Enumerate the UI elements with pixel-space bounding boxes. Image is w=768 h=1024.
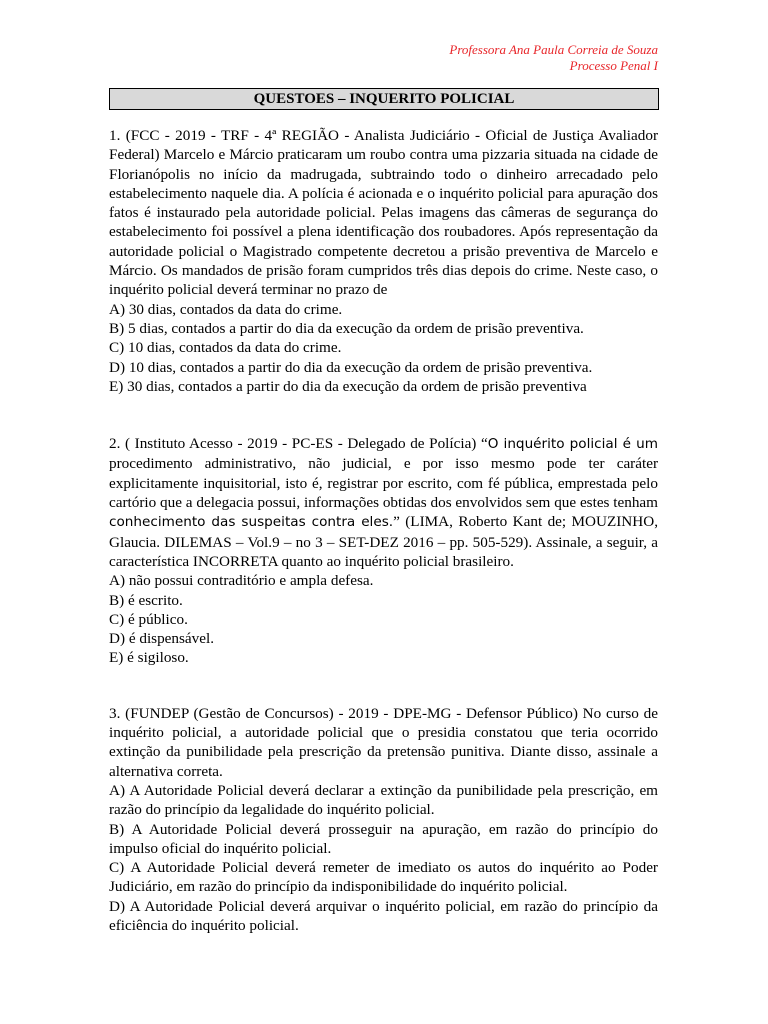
question-3-option-d: D) A Autoridade Policial deverá arquivar o inquérito policial, em razão do princípio da eficiência do inquérito policial. [109, 897, 658, 934]
spacer [109, 396, 658, 434]
question-2-quote-2: conhecimento das suspeitas contra eles. [109, 514, 394, 531]
question-1-option-a: A) 30 dias, contados da data do crime. [109, 300, 343, 318]
question-2-option-d: D) é dispensável. [109, 630, 215, 648]
question-3-option-c: C) A Autoridade Policial deverá remeter de imediato os autos do inquérito ao Poder Judiciário, em razão do princípio da indisponibilidade do inquérito policial. [109, 859, 658, 896]
question-1-text: 1. (FCC - 2019 - TRF - 4ª REGIÃO - Analista Judiciário - Oficial de Justiça Avaliador Federal) Marcelo e Márcio praticaram um roubo contra uma pizzaria situada na cidade de Florianópolis no início da madrugada, subtraindo todo o dinheiro arrecadado pelo estabelecimento naquele dia. A polícia é acionada e o inquérito policial para apuração dos fatos é instaurado pela autoridade policial. Pelas imagens das câmeras de segurança do estabelecimento foi possível a plena identificação dos roubadores. Após representação da autoridade policial o Magistrado competente decretou a prisão preventiva de Marcelo e Márcio. Os mandados de prisão foram cumpridos três dias depois do crime. Neste caso, o inquérito policial deverá terminar no prazo de [109, 127, 658, 299]
question-3-option-b: B) A Autoridade Policial deverá prosseguir na apuração, em razão do princípio do impulso oficial do inquérito policial. [109, 820, 658, 857]
page-header [449, 42, 658, 74]
question-3 [109, 704, 658, 936]
question-1-option-c: C) 10 dias, contados da data do crime. [109, 339, 342, 357]
question-2-text [109, 434, 658, 571]
question-2-option-c: C) é público. [109, 610, 188, 628]
question-2-option-a: A) não possui contraditório e ampla defesa. [109, 572, 374, 590]
document-title: QUESTOES – INQUERITO POLICIAL [109, 88, 659, 110]
question-1-option-b: B) 5 dias, contados a partir do dia da execução da ordem de prisão preventiva. [109, 319, 584, 337]
question-2-quote-1: O inquérito policial é um [487, 436, 659, 453]
questions-content [109, 126, 658, 935]
question-2-option-e: E) é sigiloso. [109, 649, 189, 667]
question-3-option-a: A) A Autoridade Policial deverá declarar a extinção da punibilidade pela prescrição, em razão do princípio da legalidade do inquérito policial. [109, 781, 658, 819]
author-name: Professora Ana Paula Correia de Souza [449, 42, 658, 57]
question-2 [109, 434, 658, 668]
spacer [109, 668, 658, 704]
question-2-option-b: B) é escrito. [109, 591, 183, 609]
question-1 [109, 126, 658, 396]
course-name: Processo Penal I [569, 58, 658, 73]
question-1-option-e: E) 30 dias, contados a partir do dia da execução da ordem de prisão preventiva [109, 377, 587, 395]
question-2-text-post: ” (LIMA, Roberto Kant de; MOUZINHO, Glaucia. DILEMAS – Vol.9 – no 3 – SET-DEZ 2016 – pp. 505-529). Assinale, a seguir, a característica INCORRETA quanto ao inquérito policial brasileiro. [109, 513, 658, 570]
question-1-option-d: D) 10 dias, contados a partir do dia da execução da ordem de prisão preventiva. [109, 358, 593, 376]
question-3-text: 3. (FUNDEP (Gestão de Concursos) - 2019 - DPE-MG - Defensor Público) No curso de inquérito policial, a autoridade policial que o presidia constatou que teria ocorrido extinção da punibilidade pela prescrição da pretensão punitiva. Diante disso, assinale a alternativa correta. [109, 704, 658, 780]
question-2-text-mid: procedimento administrativo, não judicial, e por isso mesmo pode ter caráter explicitamente inquisitorial, isto é, registrar por escrito, com fé pública, emprestada pelo cartório que a delegacia possui, informações obtidas dos envolvidos sem que estes tenham [109, 455, 658, 512]
question-2-text-pre: 2. ( Instituto Acesso - 2019 - PC-ES - Delegado de Polícia) “ [109, 435, 488, 453]
